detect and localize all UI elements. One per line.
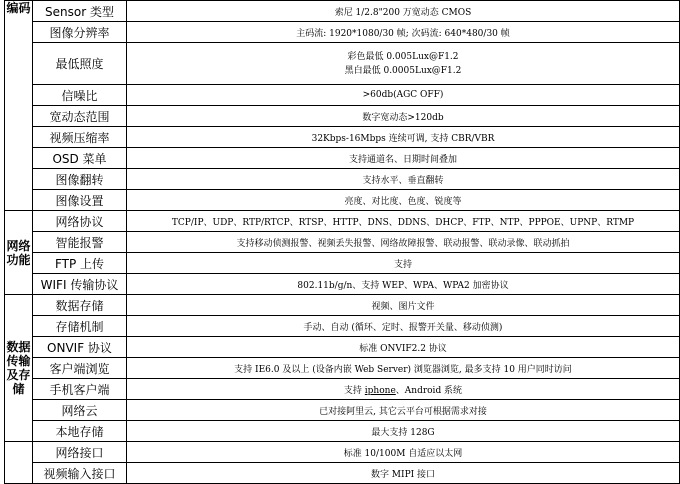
row-value: TCP/IP、UDP、RTP/RTCP、RTSP、HTTP、DNS、DDNS、DHCP、FTP、NTP、PPPOE、UPNP、RTMP: [127, 211, 680, 232]
table-row: [5, 127, 680, 148]
table-row: [5, 358, 680, 379]
row-label: 智能报警: [33, 232, 127, 253]
category-line: 储: [12, 382, 25, 396]
table-row: [5, 316, 680, 337]
row-value: 亮度、对比度、色度、锐度等: [127, 190, 680, 211]
table-row: [5, 22, 680, 43]
table-row: [5, 421, 680, 442]
row-label: 信噪比: [33, 85, 127, 106]
row-label: 宽动态范围: [33, 106, 127, 127]
row-label: 手机客户端: [33, 379, 127, 400]
row-value: >60db(AGC OFF): [127, 85, 680, 106]
row-label: 客户端浏览: [33, 358, 127, 379]
row-value: 视频、图片文件: [127, 295, 680, 316]
value-line: 彩色最低 0.005Lux@F1.2: [347, 51, 459, 62]
category-line: 数据: [6, 340, 31, 354]
value-link: iphone: [364, 385, 396, 396]
row-label: 图像设置: [33, 190, 127, 211]
table-row: [5, 43, 680, 85]
row-value: 支持 IE6.0 及以上 (设备内嵌 Web Server) 浏览器浏览, 最多支持 10 用户同时访问: [127, 358, 680, 379]
category-line: 网络: [6, 238, 31, 253]
row-value: 已对接阿里云, 其它云平台可根据需求对接: [127, 400, 680, 421]
row-label: Sensor 类型: [33, 1, 127, 22]
row-value: 支持通道名、日期时间叠加: [127, 148, 680, 169]
row-label: 数据存储: [33, 295, 127, 316]
category-line: 传输: [6, 354, 31, 368]
row-label: ONVIF 协议: [33, 337, 127, 358]
category-line: 功能: [6, 252, 31, 267]
row-label: OSD 菜单: [33, 148, 127, 169]
row-value: 支持水平、垂直翻转: [127, 169, 680, 190]
table-row: [5, 169, 680, 190]
row-label: WIFI 传输协议: [33, 274, 127, 295]
row-label: 网络接口: [33, 442, 127, 463]
row-value: 数字 MIPI 接口: [127, 463, 680, 484]
row-value: 支持: [127, 253, 680, 274]
row-label: 图像分辨率: [33, 22, 127, 43]
row-label: 网络云: [33, 400, 127, 421]
table-row: [5, 232, 680, 253]
table-row: [5, 148, 680, 169]
table-row: [5, 442, 680, 463]
row-value: 支持移动侦测报警、视频丢失报警、网络故障报警、联动报警、联动录像、联动抓拍: [127, 232, 680, 253]
row-value: [127, 379, 680, 400]
row-label: 存储机制: [33, 316, 127, 337]
row-label: 本地存储: [33, 421, 127, 442]
table-row: [5, 463, 680, 484]
value-text: 、Android 系统: [395, 385, 463, 396]
row-value: 主码流: 1920*1080/30 帧; 次码流: 640*480/30 帧: [127, 22, 680, 43]
table-row: [5, 274, 680, 295]
table-row: [5, 211, 680, 232]
row-label: 最低照度: [33, 43, 127, 85]
table-row: [5, 190, 680, 211]
row-value: [127, 43, 680, 85]
category-line: 及存: [6, 368, 31, 382]
row-value: 标准 10/100M 自适应以太网: [127, 442, 680, 463]
row-value: 手动、自动 (循环、定时、报警开关量、移动侦测): [127, 316, 680, 337]
row-label: 视频压缩率: [33, 127, 127, 148]
table-row: [5, 400, 680, 421]
row-label: 视频输入接口: [33, 463, 127, 484]
table-row: [5, 379, 680, 400]
row-label: FTP 上传: [33, 253, 127, 274]
category-network: [5, 211, 33, 295]
spec-table: [4, 0, 680, 484]
category-storage: [5, 295, 33, 442]
table-row: [5, 85, 680, 106]
row-value: 802.11b/g/n、支持 WEP、WPA、WPA2 加密协议: [127, 274, 680, 295]
value-text: 支持: [343, 385, 365, 396]
row-value: 标准 ONVIF2.2 协议: [127, 337, 680, 358]
table-row: [5, 106, 680, 127]
category-interface: [5, 442, 33, 484]
category-encoding: 编码: [5, 1, 33, 211]
table-row: [5, 337, 680, 358]
table-row: [5, 253, 680, 274]
row-value: 索尼 1/2.8"200 万宽动态 CMOS: [127, 1, 680, 22]
row-value: 32Kbps-16Mbps 连续可调, 支持 CBR/VBR: [127, 127, 680, 148]
table-row: [5, 295, 680, 316]
row-label: 图像翻转: [33, 169, 127, 190]
row-label: 网络协议: [33, 211, 127, 232]
value-line: 黑白最低 0.0005Lux@F1.2: [344, 65, 462, 76]
row-value: 数字宽动态>120db: [127, 106, 680, 127]
table-row: [5, 1, 680, 22]
row-value: 最大支持 128G: [127, 421, 680, 442]
